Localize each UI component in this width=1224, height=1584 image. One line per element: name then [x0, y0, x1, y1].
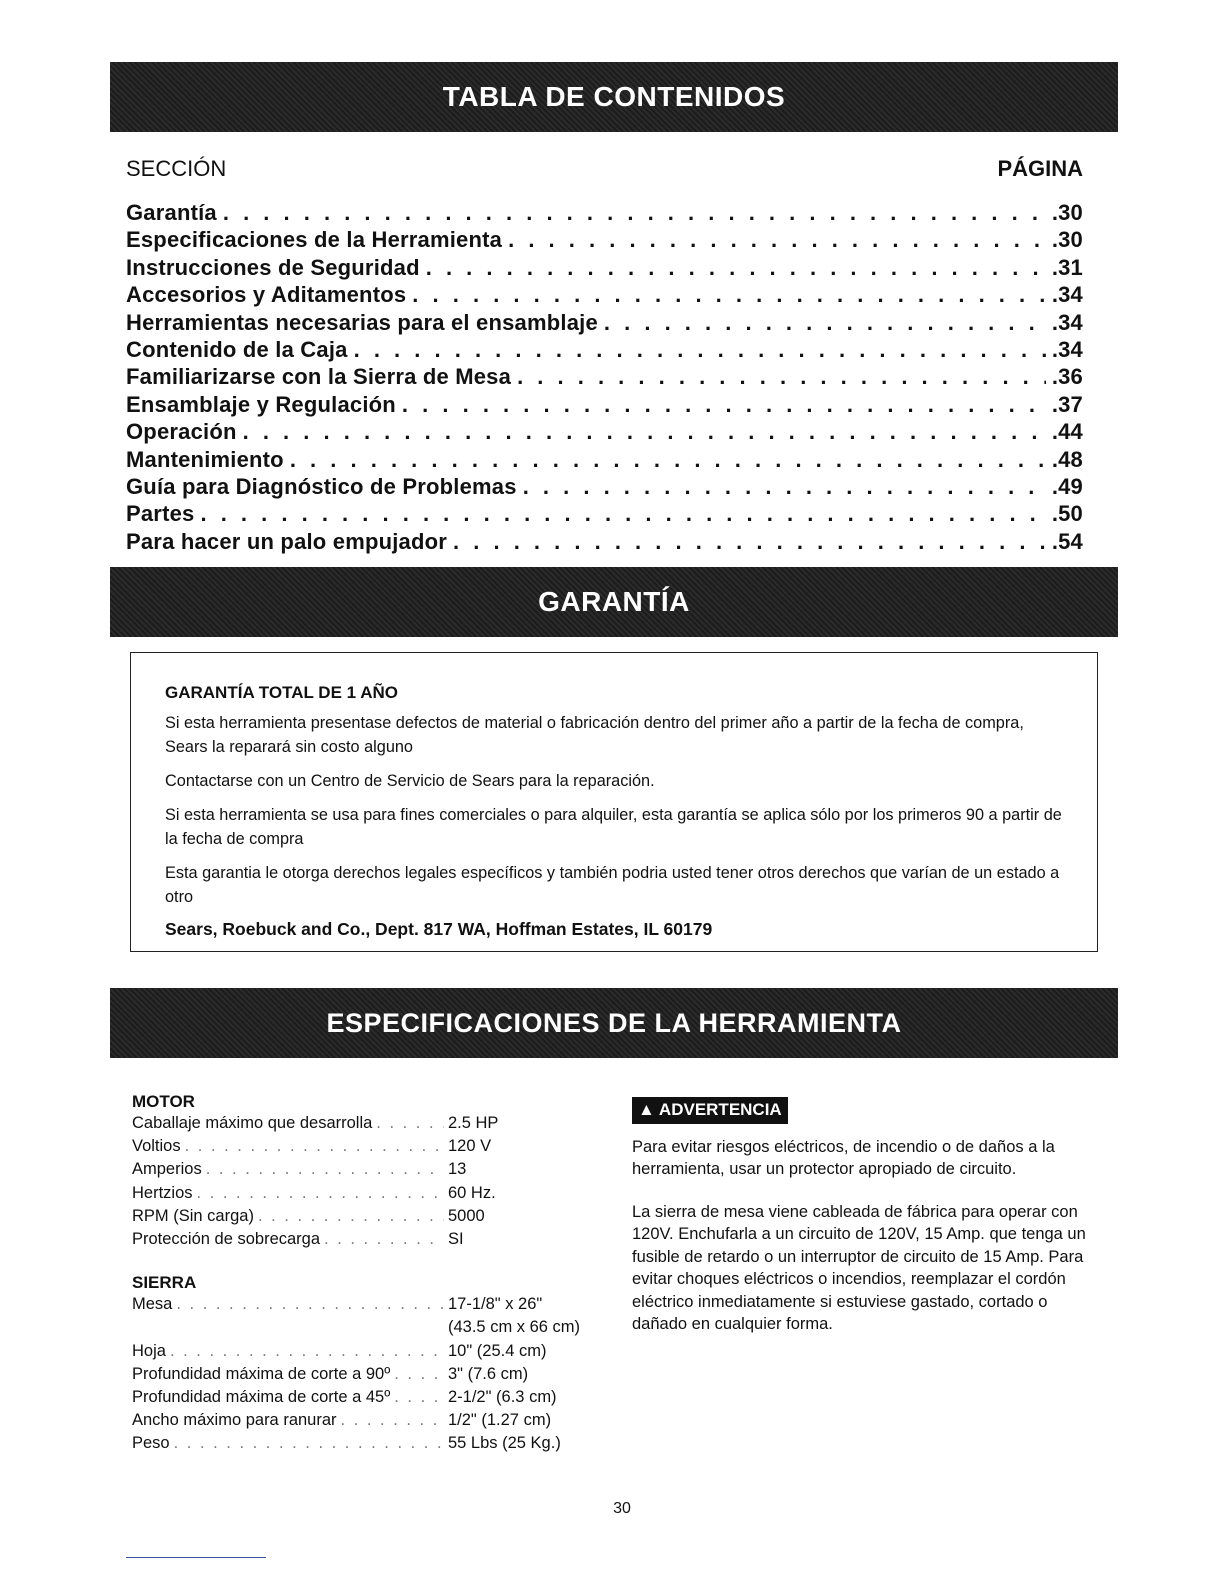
spec-label: Protección de sobrecarga: [132, 1229, 321, 1248]
spec-value: 3" (7.6 cm): [448, 1364, 529, 1383]
toc-entry-page: .54: [1051, 528, 1083, 554]
spec-label: RPM (Sin carga): [132, 1206, 254, 1225]
toc-list: [126, 200, 1083, 556]
spec-dot-leader: [176, 1295, 444, 1314]
spec-dot-leader: [376, 1114, 444, 1133]
toc-entry-page: .30: [1051, 227, 1083, 253]
specs-banner-title: ESPECIFICACIONES DE LA HERRAMIENTA: [326, 1007, 902, 1038]
toc-entry-page: .36: [1051, 364, 1083, 390]
page-column-label: PÁGINA: [997, 156, 1083, 181]
spec-value: 60 Hz.: [448, 1183, 496, 1202]
toc-entry-title: Instrucciones de Seguridad: [126, 254, 420, 280]
toc-entry-page: .34: [1051, 336, 1083, 362]
spec-row: [132, 1207, 582, 1230]
specs-table: [132, 1092, 582, 1457]
toc-entry-page: .37: [1051, 391, 1083, 417]
spec-label: Profundidad máxima de corte a 90º: [132, 1364, 391, 1383]
spec-label-wrap: [132, 1388, 448, 1407]
spec-row: [132, 1114, 582, 1137]
toc-entry-page: .49: [1051, 473, 1083, 499]
toc-entry-title: Contenido de la Caja: [126, 336, 348, 362]
spec-label-wrap: [132, 1295, 448, 1314]
spec-row: [132, 1295, 582, 1318]
toc-entry: [126, 392, 1083, 419]
motor-heading: MOTOR: [132, 1092, 195, 1111]
spec-dot-leader: [258, 1207, 444, 1226]
toc-entry-title: Guía para Diagnóstico de Problemas: [126, 473, 517, 499]
spec-row: [132, 1230, 582, 1253]
spec-row: [132, 1342, 582, 1365]
spec-row: [132, 1318, 582, 1341]
toc-banner: [110, 62, 1118, 132]
toc-banner-title: TABLA DE CONTENIDOS: [442, 81, 786, 112]
saw-specs: [132, 1295, 582, 1457]
spec-value: SI: [448, 1229, 464, 1248]
toc-dot-leader: [243, 419, 1046, 445]
spec-dot-leader: [394, 1365, 444, 1384]
toc-entry-page: .34: [1051, 282, 1083, 308]
spec-label-wrap: [132, 1114, 448, 1133]
spec-label: Hertzios: [132, 1183, 193, 1202]
toc-dot-leader: [223, 200, 1046, 226]
warranty-paragraph: Si esta herramienta presentase defectos de material o fabricación dentro del primer año a partir de la fecha de compra, Sears la reparará sin costo alguno: [165, 714, 1024, 756]
toc-entry-title: Operación: [126, 419, 237, 445]
toc-entry-page: .34: [1051, 309, 1083, 335]
spec-label-wrap: [132, 1137, 448, 1156]
toc-entry-title: Mantenimiento: [126, 446, 284, 472]
motor-specs: [132, 1114, 582, 1253]
spec-label: Profundidad máxima de corte a 45º: [132, 1387, 391, 1406]
warning-paragraph: La sierra de mesa viene cableada de fábrica para operar con 120V. Enchufarla a un circuito de 120V, 15 Amp. que tenga un fusible de retardo o un interruptor de circuito de 15 Amp. Para evitar choques eléctricos o incendios, reemplazar el cordón eléctrico inmediatamente si estuviese gastado, cortado o dañado en cualquier forma.: [632, 1202, 1086, 1333]
toc-entry-title: Para hacer un palo empujador: [126, 528, 448, 554]
spec-dot-leader: [324, 1230, 444, 1249]
warranty-box: [130, 652, 1098, 952]
toc-entry-page: .50: [1051, 501, 1083, 527]
spec-label: Amperios: [132, 1160, 202, 1179]
spec-row: [132, 1365, 582, 1388]
spec-value: (43.5 cm x 66 cm): [448, 1318, 581, 1337]
warning-block: [632, 1097, 1092, 1356]
toc-entry-page: .44: [1051, 419, 1083, 445]
toc-dot-leader: [426, 255, 1046, 281]
spec-value: 2-1/2" (6.3 cm): [448, 1387, 557, 1406]
toc-dot-leader: [517, 364, 1046, 390]
spec-label-wrap: [132, 1160, 448, 1179]
specs-banner: [110, 988, 1118, 1058]
toc-entry-page: .48: [1051, 446, 1083, 472]
spec-label-wrap: [132, 1342, 448, 1361]
toc-entry-title: Ensamblaje y Regulación: [126, 391, 396, 417]
warranty-banner: [110, 567, 1118, 637]
spec-value: 2.5 HP: [448, 1114, 499, 1132]
toc-entry: [126, 310, 1083, 337]
toc-entry: [126, 529, 1083, 556]
spec-value: 5000: [448, 1206, 485, 1225]
toc-dot-leader: [453, 529, 1046, 555]
toc-entry: [126, 337, 1083, 364]
spec-row: [132, 1137, 582, 1160]
toc-entry: [126, 501, 1083, 528]
spec-label: Ancho máximo para ranurar: [132, 1411, 337, 1430]
toc-entry: [126, 200, 1083, 227]
spec-dot-leader: [206, 1160, 444, 1179]
toc-dot-leader: [412, 282, 1046, 308]
warranty-paragraph: Si esta herramienta se usa para fines comerciales o para alquiler, esta garantía se aplica sólo por los primeros 90 a partir de la fecha de compra: [165, 806, 1062, 848]
toc-entry: [126, 255, 1083, 282]
toc-dot-leader: [523, 474, 1046, 500]
toc-entry-title: Herramientas necesarias para el ensamblaje: [126, 309, 598, 335]
spec-label: Voltios: [132, 1137, 181, 1156]
toc-dot-leader: [200, 501, 1045, 527]
spec-label-wrap: [132, 1184, 448, 1203]
warning-badge-label: ADVERTENCIA: [658, 1100, 782, 1119]
spec-label-wrap: [132, 1230, 448, 1249]
spec-label: Mesa: [132, 1295, 173, 1314]
spec-dot-leader: [174, 1434, 444, 1453]
toc-entry-title: Familiarizarse con la Sierra de Mesa: [126, 364, 512, 390]
warning-triangle-icon: ▲: [638, 1100, 655, 1119]
toc-dot-leader: [290, 447, 1046, 473]
spec-label-wrap: [132, 1207, 448, 1226]
saw-heading: SIERRA: [132, 1273, 197, 1293]
spec-value: 17-1/8" x 26": [448, 1295, 543, 1314]
spec-dot-leader: [394, 1388, 444, 1407]
toc-dot-leader: [402, 392, 1046, 418]
spec-dot-leader: [170, 1342, 444, 1361]
warranty-banner-title: GARANTÍA: [538, 586, 690, 617]
spec-label: Hoja: [132, 1341, 166, 1360]
toc-entry: [126, 447, 1083, 474]
toc-entry: [126, 282, 1083, 309]
toc-entry: [126, 474, 1083, 501]
section-column-label: SECCIÓN: [126, 156, 227, 181]
spec-value: 120 V: [448, 1137, 492, 1156]
toc-dot-leader: [354, 337, 1046, 363]
page-number: 30: [613, 1500, 631, 1517]
toc-dot-leader: [508, 227, 1046, 253]
toc-header: [126, 156, 1083, 182]
spec-row: [132, 1184, 582, 1207]
spec-label-wrap: [132, 1434, 448, 1453]
spec-row: [132, 1160, 582, 1183]
warning-badge: [632, 1097, 788, 1124]
footer-rule: [126, 1557, 266, 1558]
toc-dot-leader: [604, 310, 1046, 336]
spec-value: 55 Lbs (25 Kg.): [448, 1434, 561, 1453]
spec-value: 1/2" (1.27 cm): [448, 1411, 552, 1430]
spec-label: Peso: [132, 1434, 170, 1453]
spec-label-wrap: [132, 1411, 448, 1430]
spec-dot-leader: [185, 1137, 444, 1156]
spec-row: [132, 1411, 582, 1434]
spec-row: [132, 1434, 582, 1457]
spec-row: [132, 1388, 582, 1411]
warranty-title: GARANTÍA TOTAL DE 1 AÑO: [165, 683, 398, 702]
spec-value: 13: [448, 1160, 467, 1179]
toc-entry: [126, 364, 1083, 391]
toc-entry-title: Especificaciones de la Herramienta: [126, 227, 503, 253]
spec-dot-leader: [341, 1411, 444, 1430]
warranty-address: Sears, Roebuck and Co., Dept. 817 WA, Hoffman Estates, IL 60179: [165, 919, 713, 939]
warranty-paragraph: Esta garantia le otorga derechos legales específicos y también podria usted tener otros derechos que varían de un estado a otro: [165, 864, 1060, 906]
warranty-paragraph: Contactarse con un Centro de Servicio de Sears para la reparación.: [165, 772, 655, 790]
toc-entry-page: .30: [1051, 200, 1083, 225]
toc-entry: [126, 227, 1083, 254]
spec-dot-leader: [197, 1184, 444, 1203]
warning-paragraph: Para evitar riesgos eléctricos, de incendio o de daños a la herramienta, usar un protector apropiado de circuito.: [632, 1137, 1055, 1178]
spec-label: Caballaje máximo que desarrolla: [132, 1114, 373, 1132]
toc-entry-title: Accesorios y Aditamentos: [126, 282, 407, 308]
toc-entry-title: Partes: [126, 501, 195, 527]
spec-value: 10" (25.4 cm): [448, 1341, 547, 1360]
toc-entry-title: Garantía: [126, 200, 217, 225]
toc-entry-page: .31: [1051, 254, 1083, 280]
toc-entry: [126, 419, 1083, 446]
spec-label-wrap: [132, 1365, 448, 1384]
